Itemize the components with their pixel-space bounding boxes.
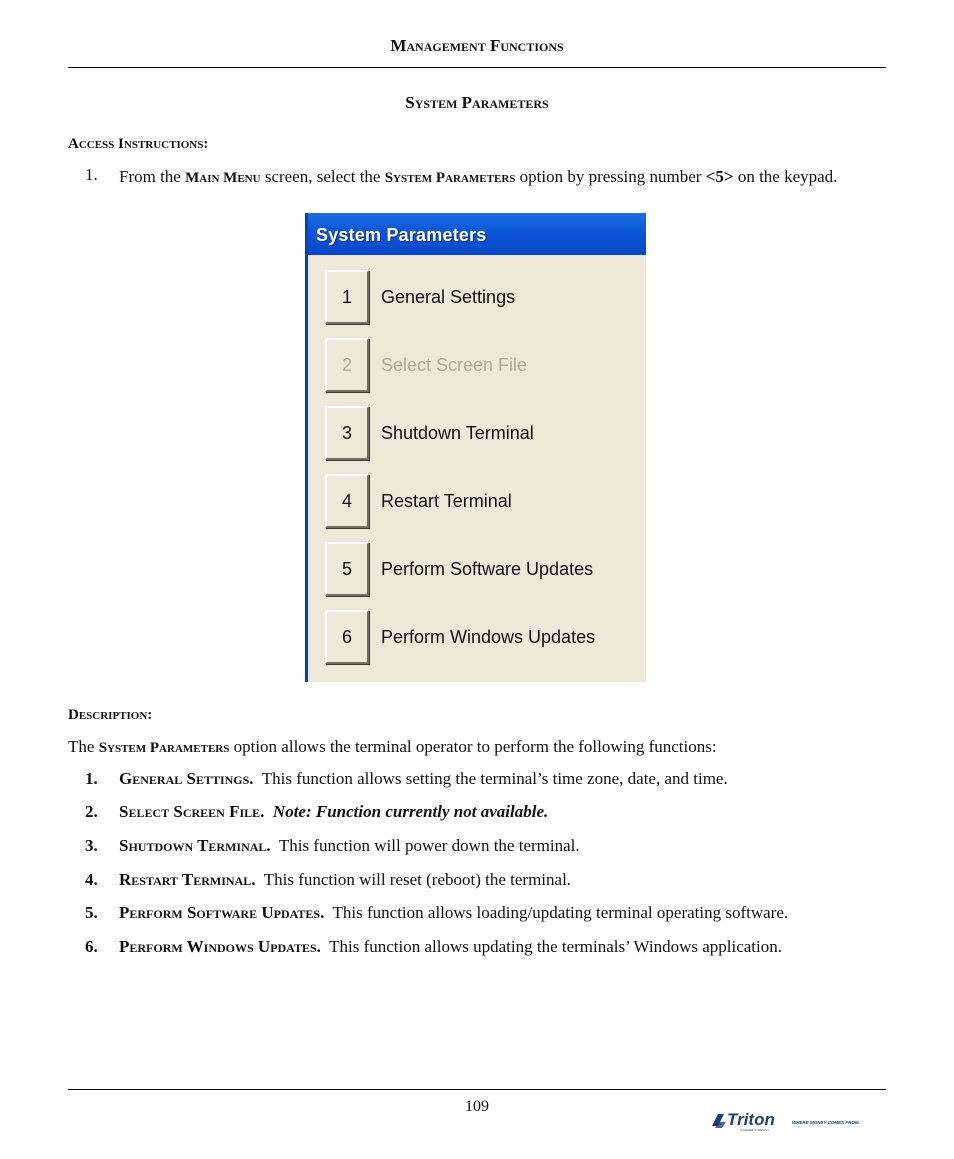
list-item-term: General Settings.	[119, 769, 254, 788]
list-item-term: Restart Terminal.	[119, 870, 256, 889]
option-2-label: Select Screen File	[381, 355, 528, 375]
list-item-term: Shutdown Terminal.	[119, 836, 271, 855]
page-number: 109	[465, 1098, 489, 1115]
system-parameters-window	[305, 213, 646, 682]
option-2-key: 2	[341, 355, 352, 375]
triton-logo-mark	[710, 1108, 875, 1132]
list-item-number: 3.	[85, 836, 98, 855]
list-item-number: 2.	[85, 802, 98, 821]
list-item-number: 5.	[85, 903, 98, 922]
option-3-label: Shutdown Terminal	[381, 423, 534, 443]
list-item-text: This function will reset (reboot) the terminal.	[263, 870, 572, 889]
key-five: <5>	[705, 167, 734, 186]
list-item	[119, 870, 571, 890]
list-item-term: Perform Windows Updates.	[119, 937, 321, 956]
list-item-note: Note: Function currently not available.	[272, 802, 549, 821]
footer-divider	[68, 1089, 886, 1090]
running-header: Management Functions	[390, 36, 564, 55]
option-4-button[interactable]: 4	[325, 474, 369, 528]
list-item	[119, 903, 788, 923]
main-menu-term: Main Menu	[185, 170, 261, 186]
logo-sub: A DOVER COMPANY	[740, 1128, 770, 1132]
list-item	[119, 836, 580, 856]
option-5-button[interactable]: 5	[325, 542, 369, 596]
system-parameters-term: System Parameters	[98, 740, 230, 756]
option-1-button[interactable]: 1	[325, 270, 369, 324]
section-title: System Parameters	[405, 93, 549, 112]
window-title: System Parameters	[316, 225, 487, 245]
option-4-label: Restart Terminal	[381, 491, 512, 511]
access-instructions-heading: Access Instructions:	[68, 136, 209, 152]
list-item-number: 1.	[85, 769, 98, 788]
list-item-text: This function allows updating the terminals’ Windows application.	[329, 937, 782, 956]
option-6-button[interactable]: 6	[325, 610, 369, 664]
list-item	[119, 769, 728, 789]
window-titlebar	[308, 213, 646, 255]
list-item-term: Select Screen File.	[119, 802, 265, 821]
system-parameters-term: System Parameters	[384, 170, 516, 186]
logo-tagline: WHERE MONEY COMES FROM.	[792, 1120, 860, 1125]
list-item	[119, 937, 782, 957]
option-1-label: General Settings	[381, 287, 516, 307]
option-6-label: Perform Windows Updates	[381, 627, 596, 647]
header-divider	[68, 67, 886, 68]
option-3-button[interactable]: 3	[325, 406, 369, 460]
description-heading: Description:	[68, 707, 153, 723]
list-item	[119, 802, 548, 822]
triton-logo	[710, 1108, 875, 1132]
list-item-text: This function allows loading/updating terminal operating software.	[332, 903, 789, 922]
logo-wordmark: Triton	[727, 1110, 775, 1129]
step-number: 1.	[85, 165, 98, 184]
option-5-label: Perform Software Updates	[381, 559, 594, 579]
list-item-text: This function allows setting the terminal’s time zone, date, and time.	[261, 769, 728, 788]
list-item-number: 6.	[85, 937, 98, 956]
list-item-text: This function will power down the terminal.	[278, 836, 580, 855]
list-item-number: 4.	[85, 870, 98, 889]
list-item-term: Perform Software Updates.	[119, 903, 325, 922]
access-step-text: From the Main Menu screen, select the System Parameters option by pressing number <5> on the keypad.	[119, 167, 838, 186]
option-2-button[interactable]	[325, 338, 369, 392]
description-intro: The System Parameters option allows the terminal operator to perform the following functions:	[68, 737, 717, 756]
